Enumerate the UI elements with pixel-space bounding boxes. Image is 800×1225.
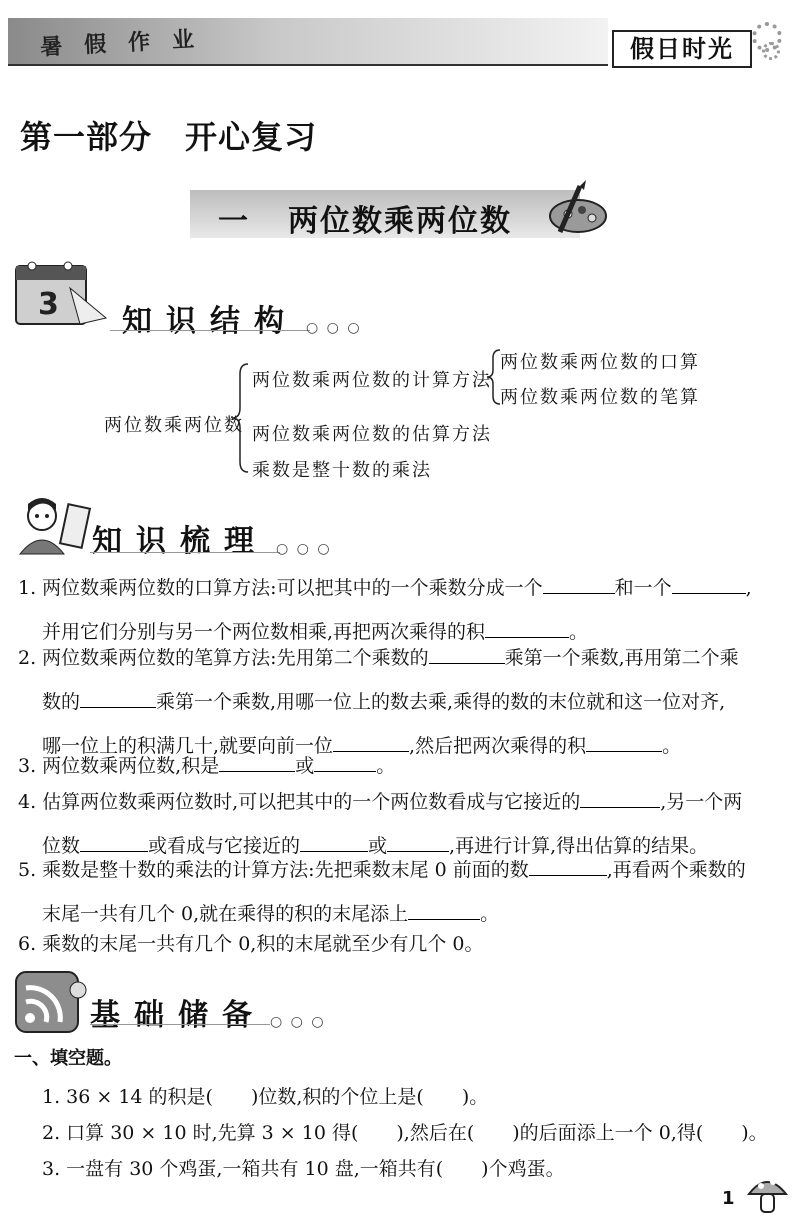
mushroom-icon	[745, 1170, 790, 1220]
question-2: 2. 口算 30 × 10 时,先算 3 × 10 得( ),然后在( )的后面添上一个 0,得( )。	[42, 1122, 768, 1144]
review-text: 乘第一个乘数,用哪一位上的数去乘,乘得的数的末位就和这一位对齐,	[156, 691, 726, 713]
section-dots: ○ ○ ○	[276, 541, 332, 557]
answer-blank[interactable]	[543, 574, 615, 594]
review-text: ,然后把两次乘得的积	[409, 735, 587, 757]
answer-blank[interactable]	[429, 644, 505, 664]
review-text: 或	[295, 755, 315, 777]
tree-leaf-1: 两位数乘两位数的口算	[500, 352, 700, 373]
question-heading: 一、填空题。	[14, 1048, 122, 1069]
answer-blank[interactable]	[485, 618, 569, 638]
answer-blank[interactable]	[80, 688, 156, 708]
tree-branch-3: 乘数是整十数的乘法	[252, 460, 432, 481]
section-underline	[90, 552, 280, 553]
calendar-icon	[10, 258, 110, 328]
review-item-line	[18, 636, 788, 680]
question-3: 3. 一盘有 30 个鸡蛋,一箱共有 10 盘,一箱共有( )个鸡蛋。	[42, 1158, 565, 1180]
tree-leaf-2: 两位数乘两位数的笔算	[500, 387, 700, 408]
review-text: ,	[745, 577, 752, 599]
review-text: 2. 两位数乘两位数的笔算方法:先用第二个乘数的	[18, 647, 429, 669]
question-1: 1. 36 × 14 的积是( )位数,积的个位上是( )。	[42, 1086, 489, 1108]
review-text: 6. 乘数的末尾一共有几个 0,积的末尾就至少有几个 0。	[18, 933, 484, 955]
svg-text:3: 3	[38, 287, 59, 322]
review-text: 。	[480, 903, 500, 925]
chapter-title: 两位数乘两位数	[288, 204, 512, 239]
review-text: ,再看两个乘数的	[606, 859, 746, 881]
section-underline	[110, 330, 310, 331]
review-item-line	[18, 848, 788, 892]
review-text: 哪一位上的积满几十,就要向前一位	[42, 735, 334, 757]
review-text: 或看成与它接近的	[148, 835, 301, 857]
student-icon	[12, 492, 92, 556]
review-text: 乘第一个乘数,再用第二个乘	[504, 647, 739, 669]
section-basic-title: 基础储备	[90, 998, 266, 1033]
review-item-line	[18, 780, 788, 824]
review-text: ,再进行计算,得出估算的结果。	[449, 835, 709, 857]
review-text: ,另一个两	[660, 791, 743, 813]
review-text: 3. 两位数乘两位数,积是	[18, 755, 220, 777]
section-dots: ○ ○ ○	[306, 320, 362, 336]
answer-blank[interactable]	[408, 900, 480, 920]
review-text: 。	[376, 755, 396, 777]
palette-brush-icon	[540, 178, 610, 238]
review-text: 5. 乘数是整十数的乘法的计算方法:先把乘数末尾 0 前面的数	[18, 859, 529, 881]
review-item	[18, 922, 788, 966]
section-structure-title: 知识结构	[122, 304, 298, 339]
rss-feed-icon	[12, 966, 92, 1036]
review-text: 并用它们分别与另一个两位数相乘,再把两次乘得的积	[42, 621, 486, 643]
tree-branch-2: 两位数乘两位数的估算方法	[252, 424, 492, 445]
review-text: 位数	[42, 835, 81, 857]
review-text: 末尾一共有几个 0,就在乘得的积的末尾添上	[42, 903, 409, 925]
gear-small-icon	[762, 42, 780, 60]
header-series-title: 暑假作业	[39, 26, 217, 61]
review-text: 或	[368, 835, 388, 857]
review-text: 和一个	[614, 577, 672, 599]
tree-root: 两位数乘两位数	[104, 415, 244, 436]
review-text: 4. 估算两位数乘两位数时,可以把其中的一个两位数看成与它接近的	[18, 791, 581, 813]
answer-blank[interactable]	[580, 788, 660, 808]
section-underline	[90, 1024, 270, 1025]
review-text: 数的	[42, 691, 81, 713]
review-text: 1. 两位数乘两位数的口算方法:可以把其中的一个乘数分成一个	[18, 577, 543, 599]
part-title: 第一部分 开心复习	[20, 118, 318, 156]
header-tag: 假日时光	[612, 30, 752, 68]
section-review-title: 知识梳理	[92, 524, 268, 559]
tree-branch-1: 两位数乘两位数的计算方法	[252, 370, 492, 391]
chapter-number: 一	[218, 204, 248, 239]
page-number: 1	[722, 1188, 735, 1209]
answer-blank[interactable]	[672, 574, 746, 594]
answer-blank[interactable]	[314, 752, 376, 772]
review-item-line	[18, 566, 788, 610]
review-item-line	[18, 922, 788, 966]
review-text: 。	[569, 621, 589, 643]
review-item-line	[18, 680, 788, 724]
answer-blank[interactable]	[219, 752, 295, 772]
tree-brace-main	[228, 362, 250, 474]
answer-blank[interactable]	[529, 856, 607, 876]
section-dots: ○ ○ ○	[270, 1014, 326, 1030]
review-text: 。	[662, 735, 682, 757]
